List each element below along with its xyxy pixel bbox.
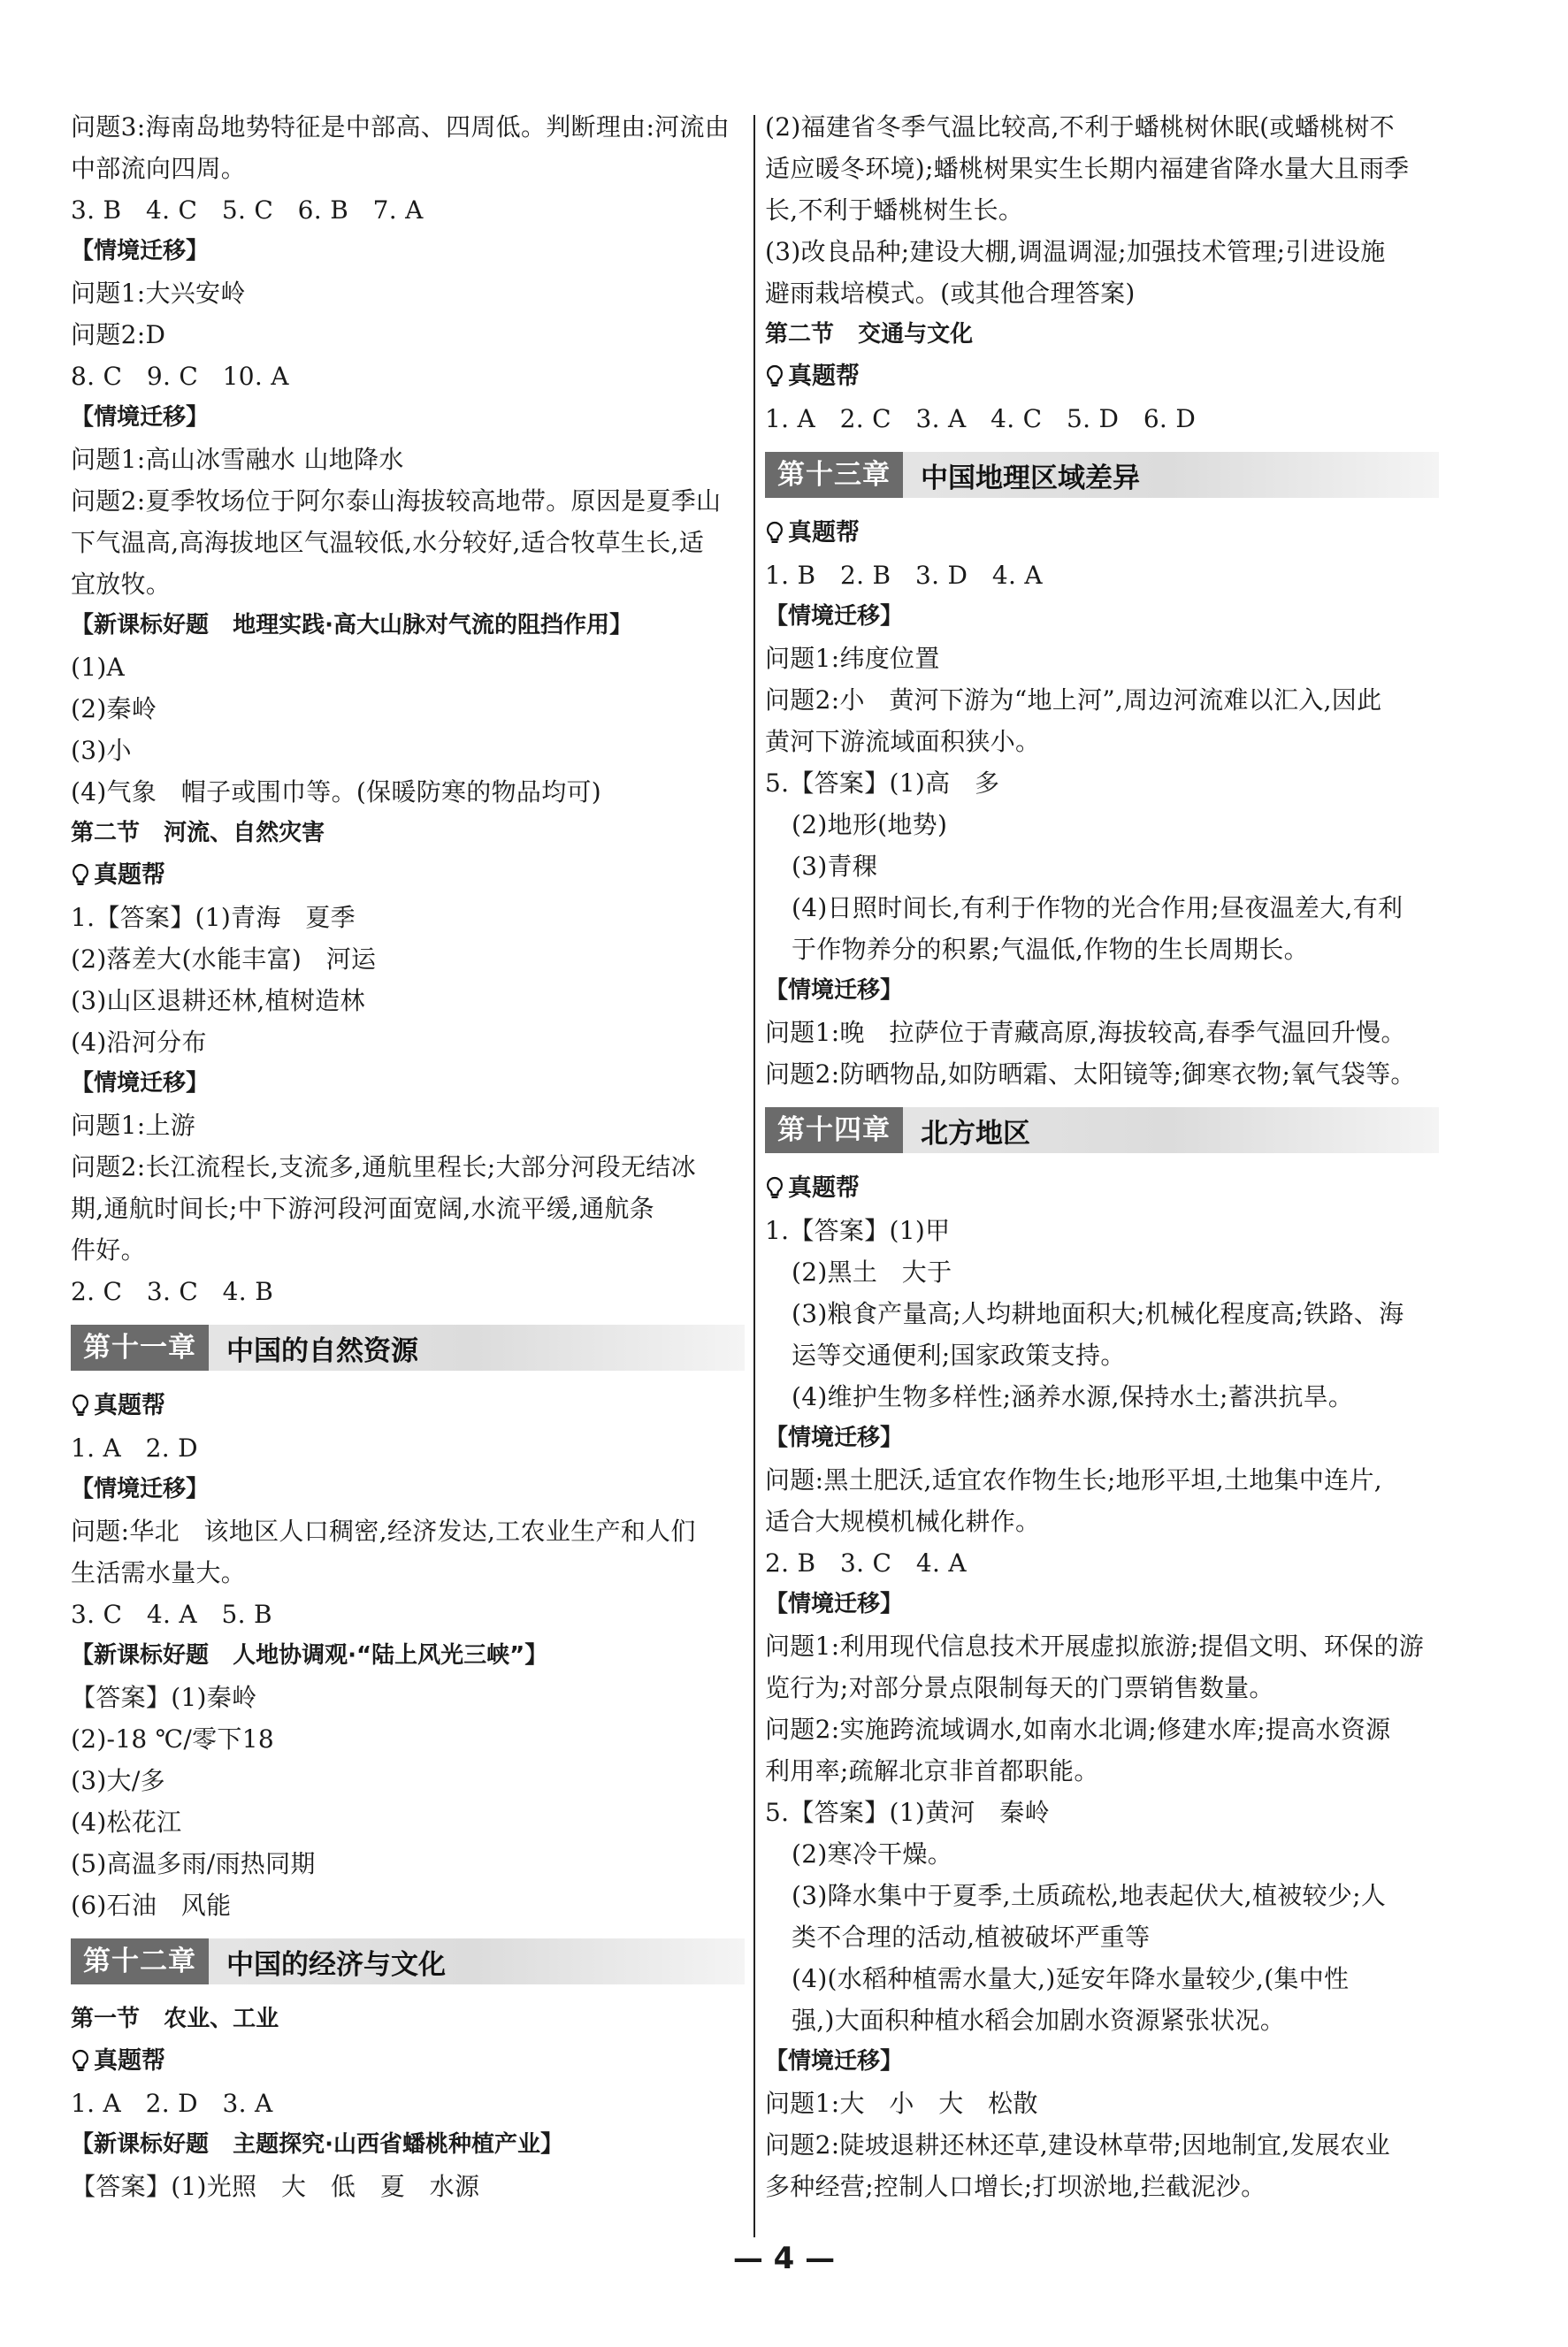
answer-line: 1. A 2. C 3. A 4. C 5. D 6. D xyxy=(765,404,1197,433)
column-divider xyxy=(753,115,755,2237)
text-line: 问题2:D xyxy=(71,320,166,349)
text-line: 件好。 xyxy=(71,1235,146,1265)
section-heading: 【情境迁移】 xyxy=(765,1425,904,1451)
text-line: 于作物养分的积累;气温低,作物的生长周期长。 xyxy=(792,935,1309,964)
section-heading: 【情境迁移】 xyxy=(765,977,904,1004)
text-line: 问题1:大兴安岭 xyxy=(71,279,246,308)
zhentibang-label: 真题帮 xyxy=(788,1174,860,1202)
text-line: 1.【答案】(1)青海 夏季 xyxy=(71,903,356,932)
chapter-number: 第十三章 xyxy=(765,452,903,498)
text-line: 生活需水量大。 xyxy=(71,1558,247,1587)
lightbulb-icon xyxy=(765,364,784,389)
text-line: (3)大/多 xyxy=(71,1766,165,1795)
text-line: 问题1:利用现代信息技术开展虚拟旅游;提倡文明、环保的游 xyxy=(765,1632,1425,1661)
text-line: (4)(水稻种植需水量大,)延安年降水量较少,(集中性 xyxy=(792,1964,1350,1993)
answer-line: 1. A 2. D 3. A xyxy=(71,2089,273,2118)
zhentibang-heading xyxy=(765,1167,1439,1210)
zhentibang-heading xyxy=(765,512,1439,554)
text-line: (2)福建省冬季气温比较高,不利于蟠桃树休眠(或蟠桃树不 xyxy=(765,112,1395,141)
section-heading: 【情境迁移】 xyxy=(71,238,210,264)
zhentibang-label: 真题帮 xyxy=(94,861,165,889)
text-line: 问题2:防晒物品,如防晒霜、太阳镜等;御寒衣物;氧气袋等。 xyxy=(765,1059,1416,1089)
answer-line: 3. B 4. C 5. C 6. B 7. A xyxy=(71,195,424,225)
text-line: 问题2:长江流程长,支流多,通航里程长;大部分河段无结冰 xyxy=(71,1152,696,1181)
text-line: (2)黑土 大于 xyxy=(792,1258,952,1287)
zhentibang-label: 真题帮 xyxy=(788,363,860,390)
text-line: 黄河下游流域面积狭小。 xyxy=(765,727,1041,756)
text-line: 宜放牧。 xyxy=(71,570,172,599)
chapter-banner xyxy=(71,1325,745,1371)
answer-line: 2. C 3. C 4. B xyxy=(71,1277,274,1306)
text-line: 中部流向四周。 xyxy=(71,154,247,183)
text-line: (3)小 xyxy=(71,736,132,765)
text-line: 览行为;对部分景点限制每天的门票销售数量。 xyxy=(765,1673,1274,1702)
zhentibang-heading xyxy=(71,2040,745,2083)
lightbulb-icon xyxy=(71,863,90,888)
text-line: 问题3:海南岛地势特征是中部高、四周低。判断理由:河流由 xyxy=(71,112,730,141)
section-heading: 【新课标好题 主题探究·山西省蟠桃种植产业】 xyxy=(71,2131,564,2158)
chapter-banner xyxy=(765,452,1439,498)
text-line: (5)高温多雨/雨热同期 xyxy=(71,1849,316,1878)
chapter-title: 中国的自然资源 xyxy=(226,1334,418,1367)
text-line: 下气温高,高海拔地区气温较低,水分较好,适合牧草生长,适 xyxy=(71,528,705,557)
zhentibang-label: 真题帮 xyxy=(94,1392,165,1419)
text-line: (4)沿河分布 xyxy=(71,1028,207,1057)
right-column xyxy=(765,106,1439,2207)
text-line: (4)气象 帽子或围巾等。(保暖防寒的物品均可) xyxy=(71,777,602,807)
section-heading: 【情境迁移】 xyxy=(765,603,904,630)
left-column xyxy=(71,106,745,2207)
chapter-number: 第十二章 xyxy=(71,1938,209,1984)
answer-line: 1. A 2. D xyxy=(71,1433,198,1463)
text-line: 多种经营;控制人口增长;打坝淤地,拦截泥沙。 xyxy=(765,2172,1266,2201)
section-heading: 【情境迁移】 xyxy=(71,404,210,431)
text-line: 5.【答案】(1)黄河 秦岭 xyxy=(765,1798,1050,1827)
lightbulb-icon xyxy=(71,1394,90,1418)
text-line: (3)降水集中于夏季,土质疏松,地表起伏大,植被较少;人 xyxy=(792,1881,1387,1910)
text-line: (3)青稞 xyxy=(792,852,878,881)
text-line: 问题1:上游 xyxy=(71,1111,196,1140)
answer-line: 1. B 2. B 3. D 4. A xyxy=(765,561,1043,590)
chapter-title: 中国地理区域差异 xyxy=(921,462,1140,494)
section-heading: 【情境迁移】 xyxy=(765,1591,904,1617)
text-line: (6)石油 风能 xyxy=(71,1891,232,1920)
text-line: (2)地形(地势) xyxy=(792,810,948,839)
text-line: 问题2:陡坡退耕还林还草,建设林草带;因地制宜,发展农业 xyxy=(765,2130,1390,2160)
section-heading: 第二节 交通与文化 xyxy=(765,321,974,348)
chapter-banner xyxy=(71,1938,745,1984)
section-heading: 第二节 河流、自然灾害 xyxy=(71,820,325,846)
text-line: 适应暖冬环境);蟠桃树果实生长期内福建省降水量大且雨季 xyxy=(765,154,1410,183)
text-line: 类不合理的活动,植被破坏严重等 xyxy=(792,1923,1151,1952)
text-line: 1.【答案】(1)甲 xyxy=(765,1216,951,1245)
zhentibang-heading xyxy=(765,355,1439,398)
answer-line: 3. C 4. A 5. B xyxy=(71,1600,272,1629)
zhentibang-heading xyxy=(71,1385,745,1427)
chapter-number: 第十一章 xyxy=(71,1325,209,1371)
section-heading: 第一节 农业、工业 xyxy=(71,2006,279,2032)
text-line: 问题1:高山冰雪融水 山地降水 xyxy=(71,445,404,474)
text-line: 问题1:大 小 大 松散 xyxy=(765,2089,1038,2118)
text-line: (4)松花江 xyxy=(71,1808,182,1837)
text-line: 期,通航时间长;中下游河段河面宽阔,水流平缓,通航条 xyxy=(71,1194,654,1223)
text-line: 【答案】(1)光照 大 低 夏 水源 xyxy=(71,2172,480,2201)
text-line: 问题2:夏季牧场位于阿尔泰山海拔较高地带。原因是夏季山 xyxy=(71,486,722,516)
text-line: (3)粮食产量高;人均耕地面积大;机械化程度高;铁路、海 xyxy=(792,1299,1404,1328)
text-line: 运等交通便利;国家政策支持。 xyxy=(792,1341,1126,1370)
text-line: (4)维护生物多样性;涵养水源,保持水土;蓄洪抗旱。 xyxy=(792,1382,1354,1411)
chapter-number: 第十四章 xyxy=(765,1107,903,1153)
text-line: 避雨栽培模式。(或其他合理答案) xyxy=(765,279,1136,308)
text-line: 问题:华北 该地区人口稠密,经济发达,工农业生产和人们 xyxy=(71,1517,696,1546)
text-line: (3)改良品种;建设大棚,调温调湿;加强技术管理;引进设施 xyxy=(765,237,1386,266)
section-heading: 【新课标好题 地理实践·高大山脉对气流的阻挡作用】 xyxy=(71,612,633,638)
section-heading: 【情境迁移】 xyxy=(71,1476,210,1502)
chapter-banner xyxy=(765,1107,1439,1153)
section-heading: 【情境迁移】 xyxy=(765,2048,904,2075)
lightbulb-icon xyxy=(765,1176,784,1201)
page-number: — 4 — xyxy=(732,2241,836,2276)
text-line: (2)落差大(水能丰富) 河运 xyxy=(71,944,377,974)
chapter-title: 北方地区 xyxy=(921,1117,1030,1150)
lightbulb-icon xyxy=(71,2049,90,2074)
text-line: 问题1:晚 拉萨位于青藏高原,海拔较高,春季气温回升慢。 xyxy=(765,1018,1406,1047)
text-line: (2)寒冷干燥。 xyxy=(792,1839,953,1869)
text-line: 【答案】(1)秦岭 xyxy=(71,1683,257,1712)
answer-line: 2. B 3. C 4. A xyxy=(765,1548,967,1578)
answer-line: 8. C 9. C 10. A xyxy=(71,362,289,391)
section-heading: 【情境迁移】 xyxy=(71,1070,210,1097)
text-line: (3)山区退耕还林,植树造林 xyxy=(71,986,365,1015)
text-line: 利用率;疏解北京非首都职能。 xyxy=(765,1756,1099,1785)
text-line: (2)-18 ℃/零下18 xyxy=(71,1724,274,1754)
zhentibang-label: 真题帮 xyxy=(788,519,860,547)
text-line: 5.【答案】(1)高 多 xyxy=(765,768,1000,798)
text-line: 问题2:实施跨流域调水,如南水北调;修建水库;提高水资源 xyxy=(765,1715,1391,1744)
text-line: (2)秦岭 xyxy=(71,694,157,723)
text-line: 问题:黑土肥沃,适宜农作物生长;地形平坦,土地集中连片, xyxy=(765,1465,1382,1495)
section-heading: 【新课标好题 人地协调观·“陆上风光三峡”】 xyxy=(71,1642,548,1669)
text-line: 适合大规模机械化耕作。 xyxy=(765,1507,1041,1536)
lightbulb-icon xyxy=(765,521,784,546)
text-line: 问题2:小 黄河下游为“地上河”,周边河流难以汇入,因此 xyxy=(765,685,1382,715)
text-line: 长,不利于蟠桃树生长。 xyxy=(765,195,1024,225)
text-line: 强,)大面积种植水稻会加剧水资源紧张状况。 xyxy=(792,2006,1286,2035)
zhentibang-heading xyxy=(71,854,745,897)
zhentibang-label: 真题帮 xyxy=(94,2047,165,2075)
text-line: 问题1:纬度位置 xyxy=(765,644,940,673)
text-line: (1)A xyxy=(71,653,126,682)
text-line: (4)日照时间长,有利于作物的光合作用;昼夜温差大,有利 xyxy=(792,893,1404,922)
chapter-title: 中国的经济与文化 xyxy=(226,1948,446,1981)
